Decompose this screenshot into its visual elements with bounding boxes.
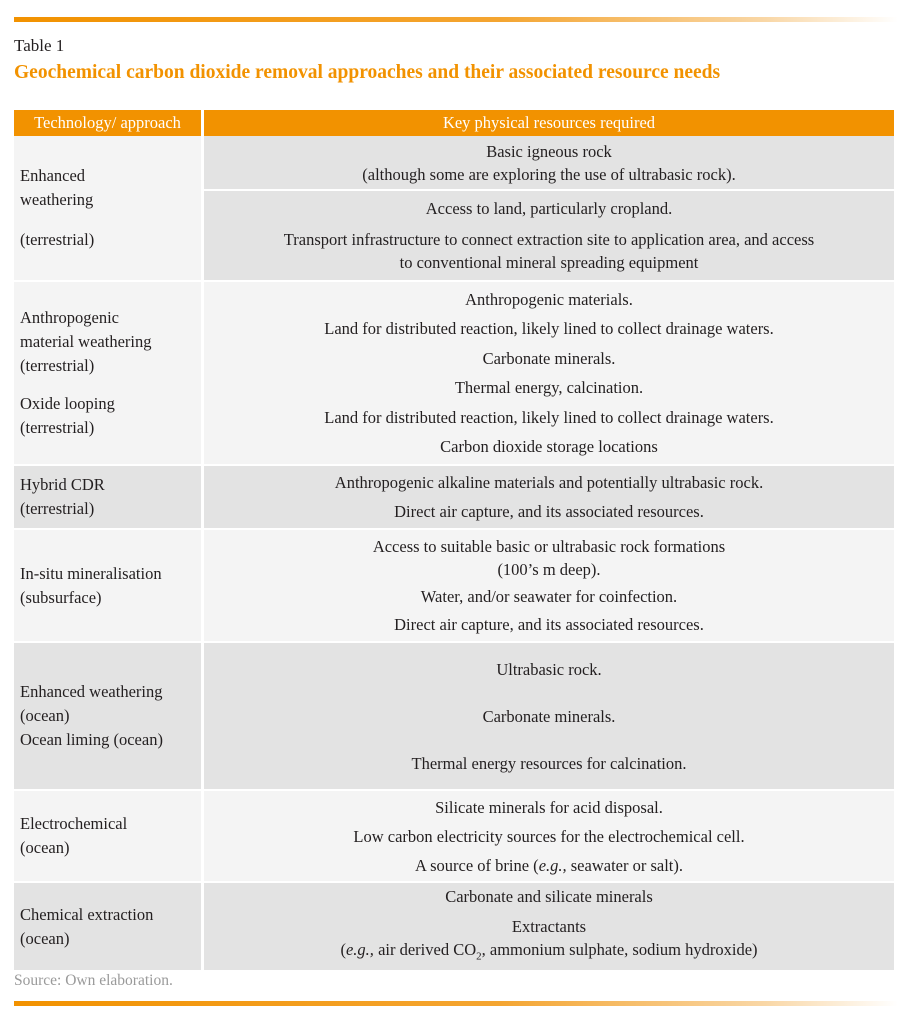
table-title: Geochemical carbon dioxide removal approaches and their associated resource needs (14, 62, 721, 83)
resource-item: Extractants (511, 916, 587, 936)
approach-cell (14, 530, 201, 641)
resources-cell (204, 643, 894, 789)
resource-item: to conventional mineral spreading equipment (399, 253, 699, 272)
resource-item: Low carbon electricity sources for the electrochemical cell. (353, 826, 745, 846)
approach-cell (14, 136, 201, 280)
approach-cell (14, 791, 201, 881)
approach-text: Hybrid CDR (20, 475, 105, 494)
resource-item: Transport infrastructure to connect extraction site to application area, and access (283, 230, 815, 249)
resource-item: Access to land, particularly cropland. (425, 199, 673, 218)
resource-item: Land for distributed reaction, likely lined to collect drainage waters. (324, 319, 774, 338)
resource-item: Carbonate and silicate minerals (445, 886, 653, 906)
resource-item: Basic igneous rock (486, 141, 612, 161)
resource-item: Direct air capture, and its associated resources. (394, 502, 704, 521)
approach-text: Electrochemical (20, 814, 128, 833)
resource-item: Access to suitable basic or ultrabasic rock formations (372, 536, 726, 556)
table-row (14, 466, 894, 530)
resources-cell (204, 791, 894, 881)
resources-cell (204, 530, 894, 641)
table-row (14, 282, 894, 466)
resource-item: Silicate minerals for acid disposal. (435, 797, 663, 817)
resource-item: Carbonate minerals. (482, 348, 616, 368)
approach-text: Ocean liming (ocean) (20, 730, 163, 749)
approach-text: (ocean) (20, 706, 70, 725)
approach-text: (ocean) (20, 928, 70, 948)
header-technology: Technology/ approach (34, 113, 181, 132)
resources-cell (204, 282, 894, 464)
approach-text: Oxide looping (20, 394, 115, 413)
resource-item: (100’s m deep). (497, 559, 601, 579)
approach-cell (14, 883, 201, 970)
resource-item: Direct air capture, and its associated resources. (394, 614, 704, 634)
approach-text: Enhanced (20, 166, 86, 185)
approach-text: Enhanced weathering (20, 682, 163, 701)
resource-item: Land for distributed reaction, likely lined to collect drainage waters. (324, 407, 774, 427)
resource-subcell (204, 191, 894, 280)
approach-text: (subsurface) (20, 587, 102, 607)
approach-cell (14, 282, 201, 464)
approach-text: (terrestrial) (20, 418, 95, 437)
resource-item: Anthropogenic materials. (465, 289, 633, 309)
approach-text: (ocean) (20, 838, 70, 857)
resource-item: Ultrabasic rock. (496, 659, 602, 679)
header-resources: Key physical resources required (442, 113, 656, 132)
top-orange-rule (14, 17, 898, 22)
resource-item: Thermal energy resources for calcination. (411, 753, 687, 773)
resource-item: Carbon dioxide storage locations (440, 437, 658, 456)
resource-item: Thermal energy, calcination. (454, 378, 644, 397)
resource-item: Water, and/or seawater for coinfection. (420, 586, 678, 606)
approach-text: Chemical extraction (20, 904, 154, 924)
source-note: Source: Own elaboration. (14, 972, 173, 989)
table-row (14, 136, 894, 282)
approach-text: In-situ mineralisation (20, 563, 162, 583)
resource-item: Carbonate minerals. (482, 706, 616, 726)
approach-cell (14, 466, 201, 528)
resources-cell (204, 466, 894, 528)
table-row (14, 530, 894, 643)
table-row (14, 883, 894, 970)
approach-text: (terrestrial) (20, 499, 95, 518)
resources-cell (204, 883, 894, 970)
approach-text: (terrestrial) (20, 230, 95, 249)
approach-cell (14, 643, 201, 789)
table-row (14, 643, 894, 791)
resource-table (14, 110, 894, 970)
resource-subcell (204, 136, 894, 189)
resource-item: Anthropogenic alkaline materials and potentially ultrabasic rock. (334, 473, 764, 492)
bottom-orange-rule (14, 1001, 898, 1006)
resource-item: A source of brine (e.g., seawater or salt). (414, 855, 684, 875)
resource-item: (e.g., air derived $CO_2$, ammonium sulphate, sodium hydroxide) (340, 939, 758, 963)
table-row (14, 791, 894, 883)
approach-text: (terrestrial) (20, 356, 95, 375)
resource-item: (although some are exploring the use of ultrabasic rock). (362, 164, 736, 184)
table-label: Table 1 (14, 36, 65, 55)
approach-text: material weathering (20, 332, 152, 351)
approach-text: Anthropogenic (20, 308, 119, 327)
resources-cell (204, 136, 894, 280)
approach-text: weathering (20, 190, 94, 209)
table-header-row (14, 110, 894, 136)
